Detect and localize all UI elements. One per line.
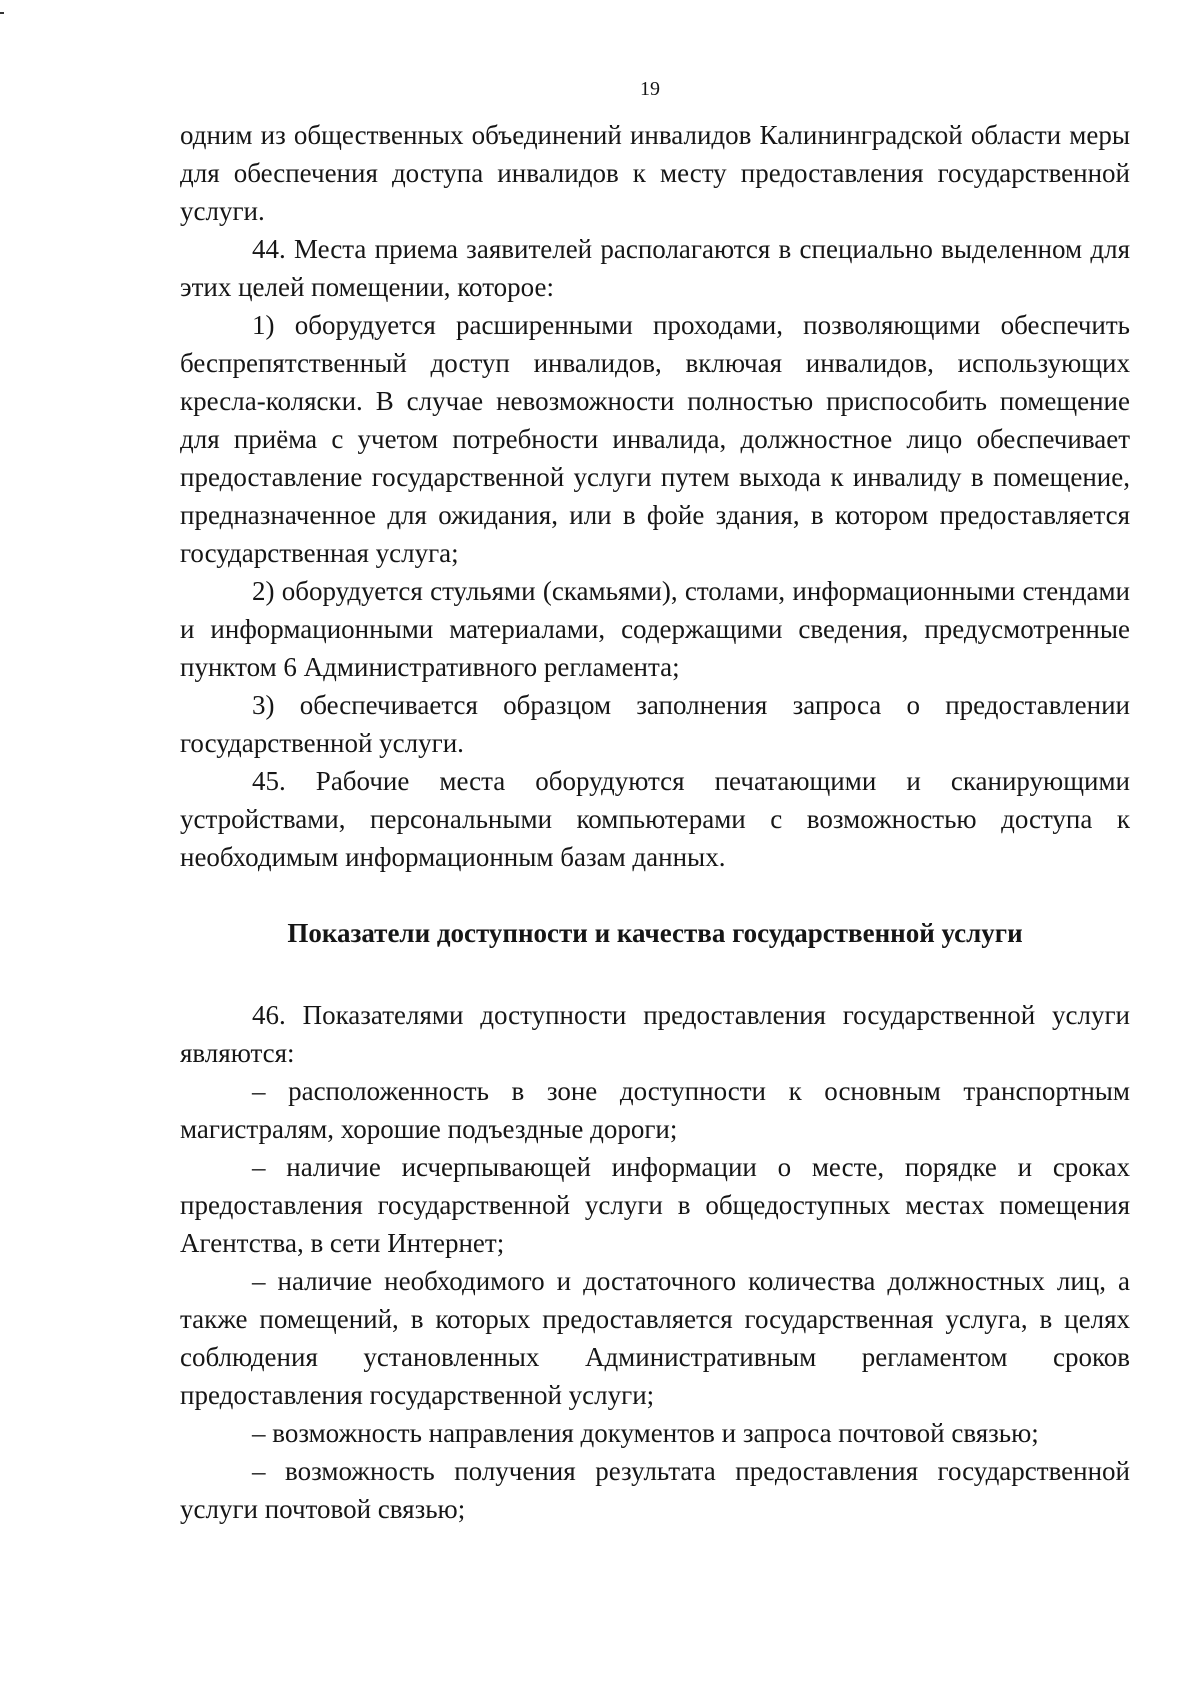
list-item-44-1: 1) оборудуется расширенными проходами, позволяющими обеспечить беспрепятственный доступ инвалидов, включая инвалидов, использующих кресла-коляски. В случае невозможности полностью приспособить помещение для приёма с учетом потребности инвалида, должностное лицо обеспечивает предоставление государственной услуги путем выхода к инвалиду в помещение, предназначенное для ожидания, или в фойе здания, в котором предоставляется государственная услуга; xyxy=(180,310,1130,568)
list-item-postal-result: – возможность получения результата предоставления государственной услуги почтовой связью; xyxy=(180,1456,1130,1524)
list-item-postal-submission: – возможность направления документов и запроса почтовой связью; xyxy=(252,1418,1039,1448)
scan-mark xyxy=(0,12,4,14)
list-item-44-3: 3) обеспечивается образцом заполнения запроса о предоставлении государственной услуги. xyxy=(180,690,1130,758)
section-heading: Показатели доступности и качества государственной услуги xyxy=(287,918,1023,948)
document-body xyxy=(180,116,1130,1528)
paragraph-continuation: одним из общественных объединений инвалидов Калининградской области меры для обеспечения доступа инвалидов к месту предоставления государственной услуги. xyxy=(180,120,1130,226)
paragraph-46: 46. Показателями доступности предоставления государственной услуги являются: xyxy=(180,1000,1130,1068)
list-item-44-2: 2) оборудуется стульями (скамьями), столами, информационными стендами и информационными материалами, содержащими сведения, предусмотренные пунктом 6 Административного регламента; xyxy=(180,576,1130,682)
list-item-information: – наличие исчерпывающей информации о месте, порядке и сроках предоставления государственной услуги в общедоступных местах помещения Агентства, в сети Интернет; xyxy=(180,1152,1130,1258)
page-number: 19 xyxy=(640,78,660,100)
list-item-transport: – расположенность в зоне доступности к основным транспортным магистралям, хорошие подъездные дороги; xyxy=(180,1076,1130,1144)
paragraph-45: 45. Рабочие места оборудуются печатающими и сканирующими устройствами, персональными компьютерами с возможностью доступа к необходимым информационным базам данных. xyxy=(180,766,1130,872)
paragraph-44: 44. Места приема заявителей располагаются в специально выделенном для этих целей помещении, которое: xyxy=(180,234,1130,302)
list-item-staff: – наличие необходимого и достаточного количества должностных лиц, а также помещений, в которых предоставляется государственная услуга, в целях соблюдения установленных Административным регламентом сроков предоставления государственной услуги; xyxy=(180,1266,1130,1410)
